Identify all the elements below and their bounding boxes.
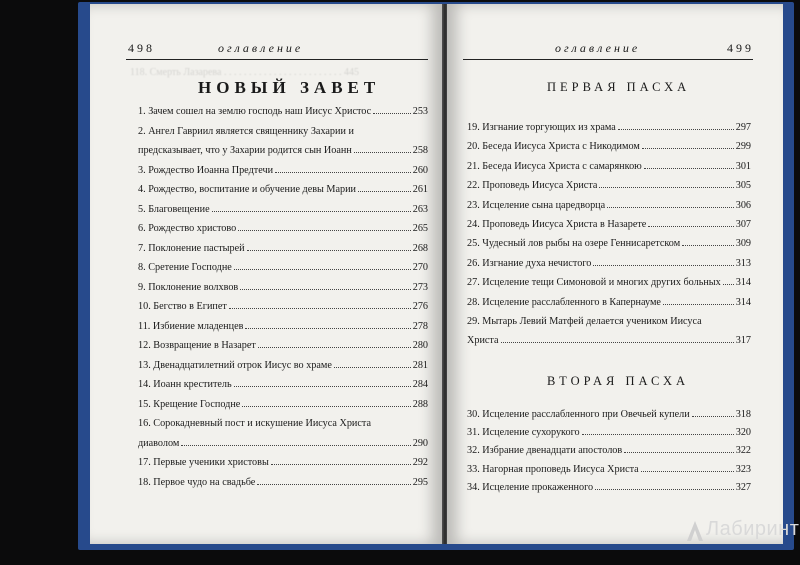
toc-leader-dots [257,483,410,485]
toc-leader-dots [641,470,734,472]
toc-entry-page: 313 [735,257,751,269]
toc-entry-page: 261 [412,184,428,195]
toc-entry-title: 33. Нагорная проповедь Иисуса Христа [467,463,639,475]
toc-entry-page: 270 [412,262,428,273]
toc-entry-title: 30. Исцеление расслабленного при Овечьей купели [467,409,690,420]
toc-entry-title: 2. Ангел Гавриил является священнику Захарии и [138,125,354,137]
toc-leader-dots [692,415,734,417]
toc-entry [138,280,428,296]
toc-entry [467,120,751,136]
toc-entry-page: 273 [412,281,428,293]
section-title-first-passover: ПЕРВАЯ ПАСХА [547,80,691,94]
toc-entry [138,260,428,276]
toc-entry-title: 27. Исцеление тещи Симоновой и многих других больных [467,277,721,289]
toc-leader-dots [682,244,734,246]
toc-entry-title: 21. Беседа Иисуса Христа с самарянкою [467,160,642,172]
toc-entry-title: 24. Проповедь Иисуса Христа в Назарете [467,219,647,230]
toc-entry-title: 1. Зачем сошел на землю господь наш Иисус Христос [138,106,372,117]
toc-entry [138,202,428,218]
toc-leader-dots [599,186,733,188]
toc-leader-dots [582,433,734,435]
toc-entry-page: 305 [735,180,751,192]
toc-entry-page: 306 [735,199,751,211]
toc-entry-page: 307 [735,219,751,230]
toc-leader-dots [181,444,410,446]
toc-entry-title: 29. Мытарь Левий Матфей делается учеником Иисуса [467,316,702,327]
toc-entry-page: 278 [412,320,428,332]
toc-entry-page: 258 [412,145,428,156]
toc-entry-title: 23. Исцеление сына царедворца [467,199,606,211]
toc-entry [467,443,751,459]
toc-leader-dots [258,346,411,348]
toc-entry-title: 34. Исцеление прокаженного [467,481,594,493]
toc-leader-dots [642,147,734,149]
toc-entry [138,241,428,257]
toc-leader-dots [247,249,411,251]
toc-entry-title: 32. Избрание двенадцати апостолов [467,445,623,457]
toc-entry-page: 265 [412,223,428,234]
toc-entry-title: 6. Рождество христово [138,223,237,234]
toc-entry [467,159,751,175]
toc-entry-page: 323 [735,463,751,475]
section-title-second-passover: ВТОРАЯ ПАСХА [547,374,690,388]
toc-entry-page: 301 [735,160,751,172]
toc-leader-dots [593,264,733,266]
toc-entry-page: 322 [735,445,751,457]
toc-entry-title: 12. Возвращение в Назарет [138,340,256,351]
toc-entry-page: 295 [412,476,428,488]
watermark-logo: Лабиринт [706,518,800,540]
toc-entry-page: 280 [412,340,428,351]
toc-entry [467,462,751,478]
toc-entry-page: 317 [735,335,751,347]
right-page [447,4,783,544]
toc-entry-title: предсказывает, что у Захарии родится сын Иоанн [138,145,352,156]
toc-entry-title: 14. Иоанн креститель [138,379,232,390]
toc-leader-dots [595,488,734,490]
toc-entry [138,319,428,335]
toc-entry [138,104,428,120]
toc-entry [138,163,428,179]
header-rule-left [126,59,428,60]
toc-entry-title: диаволом [138,437,180,449]
toc-leader-dots [234,385,411,387]
toc-leader-dots [644,167,734,169]
toc-entry-title: 26. Изгнание духа нечистого [467,257,592,269]
toc-entry-page: 263 [412,203,428,215]
toc-entry-page: 292 [412,457,428,468]
toc-entry-page: 284 [412,379,428,390]
page-number-left: 498 [128,41,155,55]
toc-entry [138,124,428,140]
toc-leader-dots [354,151,411,153]
labirint-logo-icon [686,520,704,542]
toc-leader-dots [373,112,411,114]
toc-leader-dots [624,451,734,453]
toc-entry-page: 299 [735,141,751,153]
toc-leader-dots [275,171,411,173]
toc-leader-dots [618,128,734,130]
toc-entry [467,295,751,311]
toc-leader-dots [212,210,411,212]
toc-leader-dots [607,206,734,208]
toc-entry [138,143,428,159]
toc-entry [138,377,428,393]
toc-entry [467,275,751,291]
toc-entry [467,425,751,441]
running-header-left: оглавление [218,41,304,55]
toc-entry [138,338,428,354]
bleed-through-text: 118. Смерть Лазарева . . . . . . . . . . . . . . . . . . . . . . . . 445 [130,67,359,78]
toc-entry-title: 3. Рождество Иоанна Предтечи [138,164,274,176]
toc-entry-page: 260 [412,164,428,176]
toc-leader-dots [271,463,411,465]
toc-entry-title: 16. Сорокадневный пост и искушение Иисуса Христа [138,418,371,429]
toc-entry [467,139,751,155]
toc-entry-page: 281 [412,359,428,371]
toc-entry-title: 11. Избиение младенцев [138,320,244,332]
toc-entry [138,221,428,237]
toc-entry-title: 7. Поклонение пастырей [138,242,245,254]
toc-entry-page: 253 [412,106,428,117]
toc-leader-dots [358,190,411,192]
toc-entry-page: 318 [735,409,751,420]
toc-entry [138,455,428,471]
toc-entry-title: 8. Сретение Господне [138,262,232,273]
toc-leader-dots [663,303,734,305]
toc-entry-page: 327 [735,481,751,493]
toc-entry-title: 20. Беседа Иисуса Христа с Никодимом [467,141,640,153]
page-number-right: 499 [727,41,754,55]
toc-entry-page: 276 [412,301,428,312]
toc-leader-dots [648,225,733,227]
toc-entry [138,358,428,374]
toc-entry [467,407,751,423]
toc-entry [467,198,751,214]
toc-leader-dots [334,366,411,368]
toc-entry [138,436,428,452]
toc-entry [467,236,751,252]
toc-leader-dots [242,405,410,407]
toc-entry-page: 290 [412,437,428,449]
left-page [90,4,442,544]
section-title-new-testament: НОВЫЙ ЗАВЕТ [198,78,381,97]
toc-entry [467,217,751,233]
toc-leader-dots [234,268,411,270]
toc-leader-dots [238,229,411,231]
toc-entry-title: 22. Проповедь Иисуса Христа [467,180,598,192]
toc-entry-title: 17. Первые ученики христовы [138,457,269,468]
toc-entry [467,333,751,349]
toc-entry-page: 268 [412,242,428,254]
toc-entry [138,475,428,491]
toc-leader-dots [229,307,411,309]
toc-entry-title: 13. Двенадцатилетний отрок Иисус во храме [138,359,332,371]
toc-entry [467,178,751,194]
toc-entry-page: 297 [735,122,751,133]
toc-entry-page: 309 [735,238,751,250]
toc-entry-title: 9. Поклонение волхвов [138,281,239,293]
toc-entry-title: 28. Исцеление расслабленного в Капернауме [467,296,661,308]
toc-entry-title: 19. Изгнание торгующих из храма [467,122,616,133]
toc-entry-title: Христа [467,335,499,347]
toc-entry [467,480,751,496]
toc-entry-title: 15. Крещение Господне [138,398,241,410]
toc-leader-dots [245,327,410,329]
toc-entry-title: 4. Рождество, воспитание и обучение девы Марии [138,184,357,195]
toc-leader-dots [723,283,734,285]
toc-leader-dots [240,288,410,290]
toc-entry-title: 10. Бегство в Египет [138,301,227,312]
toc-entry [138,397,428,413]
toc-entry [138,182,428,198]
running-header-right: оглавление [555,41,641,55]
toc-entry-page: 314 [735,277,751,289]
toc-entry [138,416,428,432]
toc-entry [138,299,428,315]
toc-entry [467,256,751,272]
header-rule-right [463,59,753,60]
toc-entry-page: 320 [735,427,751,439]
toc-entry-title: 31. Исцеление сухорукого [467,427,580,439]
toc-entry-title: 18. Первое чудо на свадьбе [138,476,256,488]
toc-entry-page: 314 [735,296,751,308]
toc-entry-title: 25. Чудесный лов рыбы на озере Геннисаретском [467,238,681,250]
toc-entry-page: 288 [412,398,428,410]
toc-entry [467,314,751,330]
toc-leader-dots [501,341,734,343]
toc-entry-title: 5. Благовещение [138,203,210,215]
